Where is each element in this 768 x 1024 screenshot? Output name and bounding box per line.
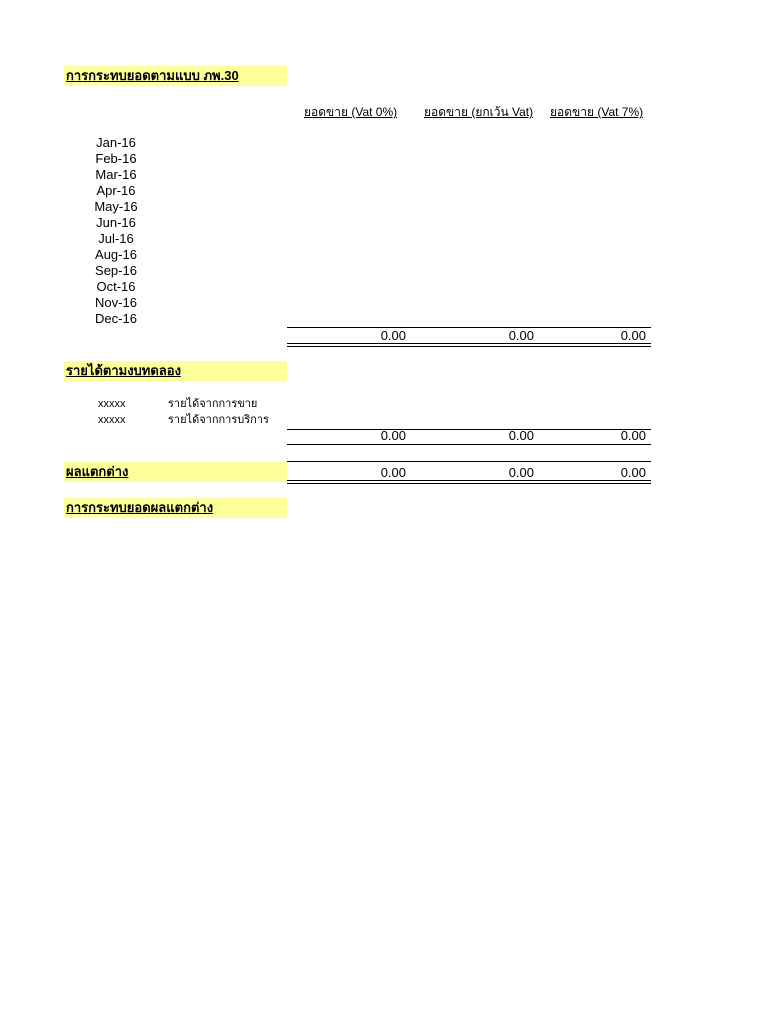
account-code: xxxxx [98,398,126,410]
account-code: xxxxx [98,414,126,426]
account-description: รายได้จากการขาย [168,398,258,410]
month-label: Jun-16 [96,215,136,230]
difference-double-underline [287,480,651,484]
section-title-difference-reconciliation: การกระทบยอดผลแตกต่าง [64,498,287,518]
month-label: Feb-16 [95,151,137,166]
total-vat-0: 0.00 [380,328,406,343]
section-title-pp30-reconciliation: การกระทบยอดตามแบบ ภพ.30 [64,66,287,86]
total-vat-exempt: 0.00 [508,328,534,343]
month-label: Mar-16 [95,167,137,182]
month-label: Apr-16 [96,183,136,198]
difference-vat-exempt: 0.00 [508,465,534,480]
month-label: Nov-16 [95,295,137,310]
month-label: Sep-16 [95,263,137,278]
column-header-vat-0: ยอดขาย (Vat 0%) [304,105,398,119]
month-label: Jan-16 [96,135,136,150]
month-label: May-16 [94,199,138,214]
account-description: รายได้จากการบริการ [168,414,269,426]
column-header-vat-exempt: ยอดขาย (ยกเว้น Vat) [424,105,534,119]
total-bottom-border [287,444,651,445]
month-label: Aug-16 [95,247,137,262]
difference-vat-0: 0.00 [380,465,406,480]
section-title-difference: ผลแตกต่าง [64,462,287,482]
income-total-vat-7: 0.00 [620,428,646,443]
income-total-vat-exempt: 0.00 [508,428,534,443]
month-label: Jul-16 [98,231,134,246]
difference-top-border [287,461,651,462]
difference-vat-7: 0.00 [620,465,646,480]
total-vat-7: 0.00 [620,328,646,343]
month-label: Oct-16 [96,279,136,294]
total-double-underline [287,343,651,347]
column-header-vat-7: ยอดขาย (Vat 7%) [550,105,644,119]
month-label: Dec-16 [95,311,137,326]
section-title-trial-balance-income: รายได้ตามงบทดลอง [64,361,287,381]
income-total-vat-0: 0.00 [380,428,406,443]
